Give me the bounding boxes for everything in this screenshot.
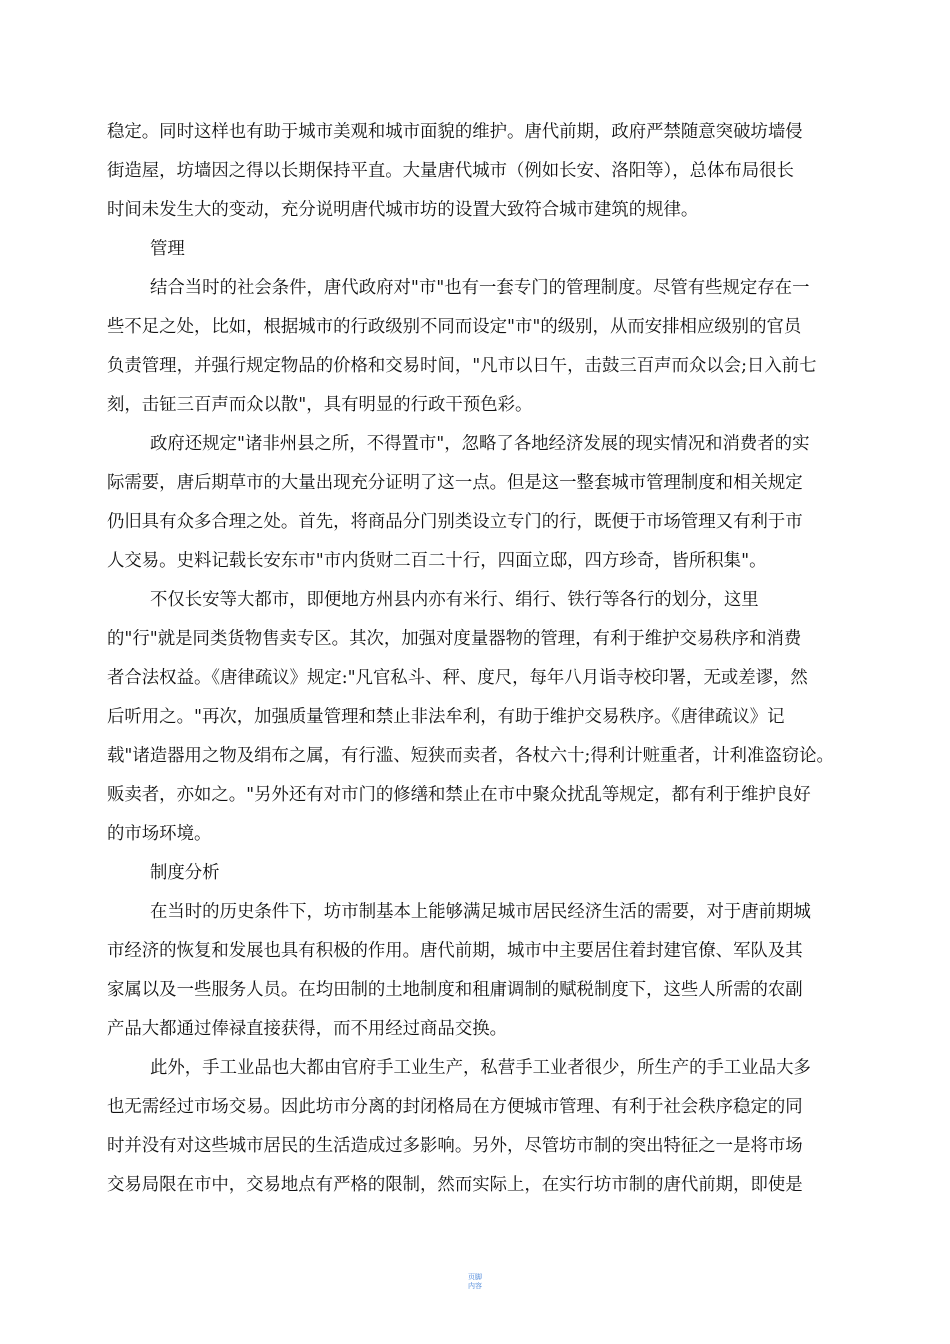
text-line: 贩卖者，亦如之。"另外还有对市门的修缮和禁止在市中聚众扰乱等规定，都有利于维护良好 (107, 785, 811, 805)
text-line: 人交易。史料记载长安东市"市内货财二百二十行，四面立邸，四方珍奇，皆所积集"。 (107, 551, 767, 571)
text-line: 此外，手工业品也大都由官府手工业生产，私营手工业者很少，所生产的手工业品大多 (150, 1058, 811, 1078)
text-line: 街造屋，坊墙因之得以长期保持平直。大量唐代城市（例如长安、洛阳等），总体布局很长 (107, 161, 794, 181)
text-line: 交易局限在市中，交易地点有严格的限制，然而实际上，在实行坊市制的唐代前期，即使是 (107, 1175, 803, 1195)
text-line: 时间未发生大的变动，充分说明唐代城市坊的设置大致符合城市建筑的规律。 (107, 200, 699, 220)
section-heading-analysis: 制度分析 (150, 863, 220, 883)
text-line: 稳定。同时这样也有助于城市美观和城市面貌的维护。唐代前期，政府严禁随意突破坊墙侵 (107, 122, 803, 142)
footer-line: 内容 (468, 1282, 482, 1290)
text-line: 结合当时的社会条件，唐代政府对"市"也有一套专门的管理制度。尽管有些规定存在一 (150, 278, 810, 298)
page-footer (455, 1273, 495, 1291)
text-line: 时并没有对这些城市居民的生活造成过多影响。另外，尽管坊市制的突出特征之一是将市场 (107, 1136, 803, 1156)
text-line: 在当时的历史条件下，坊市制基本上能够满足城市居民经济生活的需要，对于唐前期城 (150, 902, 811, 922)
text-line: 仍旧具有众多合理之处。首先，将商品分门别类设立专门的行，既便于市场管理又有利于市 (107, 512, 803, 532)
text-line: 后听用之。"再次，加强质量管理和禁止非法牟利，有助于维护交易秩序。《唐律疏议》记 (107, 707, 785, 727)
text-line: 些不足之处，比如，根据城市的行政级别不同而设定"市"的级别，从而安排相应级别的官员 (107, 317, 802, 337)
text-line: 政府还规定"诸非州县之所，不得置市"，忽略了各地经济发展的现实情况和消费者的实 (150, 434, 810, 454)
text-line: 载"诸造器用之物及绢布之属，有行滥、短狭而卖者，各杖六十;得利计赃重者，计利准盗窃论。 (107, 746, 834, 766)
text-line: 市经济的恢复和发展也具有积极的作用。唐代前期，城市中主要居住着封建官僚、军队及其 (107, 941, 803, 961)
text-line: 的"行"就是同类货物售卖专区。其次，加强对度量器物的管理，有利于维护交易秩序和消费 (107, 629, 802, 649)
text-line: 不仅长安等大都市，即便地方州县内亦有米行、绢行、铁行等各行的划分，这里 (150, 590, 759, 610)
text-line: 产品大都通过俸禄直接获得，而不用经过商品交换。 (107, 1019, 507, 1039)
text-line: 际需要，唐后期草市的大量出现充分证明了这一点。但是这一整套城市管理制度和相关规定 (107, 473, 803, 493)
text-line: 负责管理，并强行规定物品的价格和交易时间，"凡市以日午，击鼓三百声而众以会;日入前七 (107, 356, 817, 376)
section-heading-management: 管理 (150, 239, 185, 259)
text-line: 者合法权益。《唐律疏议》规定:"凡官私斗、秤、度尺，每年八月诣寺校印署，无或差谬，然 (107, 668, 808, 688)
text-line: 也无需经过市场交易。因此坊市分离的封闭格局在方便城市管理、有利于社会秩序稳定的同 (107, 1097, 803, 1117)
text-line: 的市场环境。 (107, 824, 212, 844)
footer-line: 页脚 (468, 1273, 482, 1281)
text-line: 刻，击钲三百声而众以散"，具有明显的行政干预色彩。 (107, 395, 533, 415)
text-line: 家属以及一些服务人员。在均田制的土地制度和租庸调制的赋税制度下，这些人所需的农副 (107, 980, 803, 1000)
